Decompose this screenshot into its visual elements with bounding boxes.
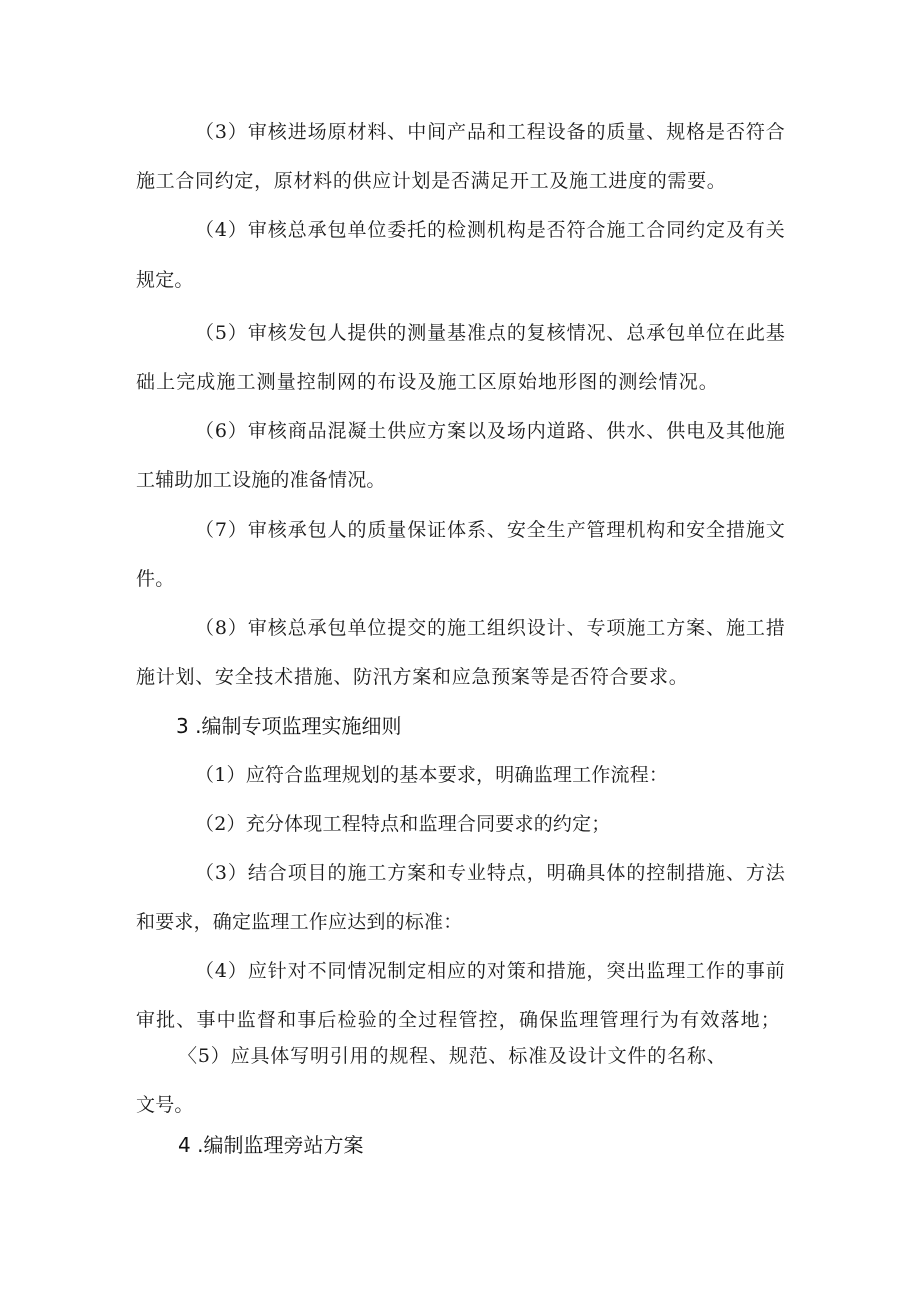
s2-item3-line1: （3）审核进场原材料、中间产品和工程设备的质量、规格是否符合 xyxy=(195,121,785,143)
s2-item6-line2: 工辅助加工设施的准备情况。 xyxy=(136,469,386,491)
s3-item2: （2）充分体现工程特点和监理合同要求的约定； xyxy=(195,813,611,835)
s2-item7-line2: 件。 xyxy=(136,568,175,590)
s2-item7-line1: （7）审核承包人的质量保证体系、安全生产管理机构和安全措施文 xyxy=(195,519,785,541)
s2-item8-line2: 施计划、安全技术措施、防汛方案和应急预案等是否符合要求。 xyxy=(136,666,688,688)
s3-item4-line2: 审批、事中监督和事后检验的全过程管控，确保监理管理行为有效落地； xyxy=(136,1009,780,1031)
s3-item1: （1）应符合监理规划的基本要求，明确监理工作流程： xyxy=(195,764,669,786)
s3-item3-line2: 和要求，确定监理工作应达到的标准： xyxy=(136,911,463,933)
s2-item8-line1: （8）审核总承包单位提交的施工组织设计、专项施工方案、施工措 xyxy=(195,617,785,639)
s2-item5-line2: 础上完成施工测量控制网的布设及施工区原始地形图的测绘情况。 xyxy=(136,371,718,393)
s2-item4-line1: （4）审核总承包单位委托的检测机构是否符合施工合同约定及有关 xyxy=(195,219,785,241)
s3-item4-line1: （4）应针对不同情况制定相应的对策和措施，突出监理工作的事前 xyxy=(195,960,785,982)
s3-item5-line2: 文号。 xyxy=(136,1094,194,1116)
s2-item3-line2: 施工合同约定，原材料的供应计划是否满足开工及施工进度的需要。 xyxy=(136,170,726,192)
s3-item5-line1: 〈5）应具体写明引用的规程、规范、标准及设计文件的名称、 xyxy=(178,1045,726,1067)
s3-item3-line1: （3）结合项目的施工方案和专业特点，明确具体的控制措施、方法 xyxy=(195,862,785,884)
s2-item6-line1: （6）审核商品混凝土供应方案以及场内道路、供水、供电及其他施 xyxy=(195,420,785,442)
s2-item4-line2: 规定。 xyxy=(136,269,194,291)
section3-heading: 3 .编制专项监理实施细则 xyxy=(176,714,402,738)
s2-item5-line1: （5）审核发包人提供的测量基准点的复核情况、总承包单位在此基 xyxy=(195,322,785,344)
section4-heading: 4 .编制监理旁站方案 xyxy=(178,1133,364,1157)
